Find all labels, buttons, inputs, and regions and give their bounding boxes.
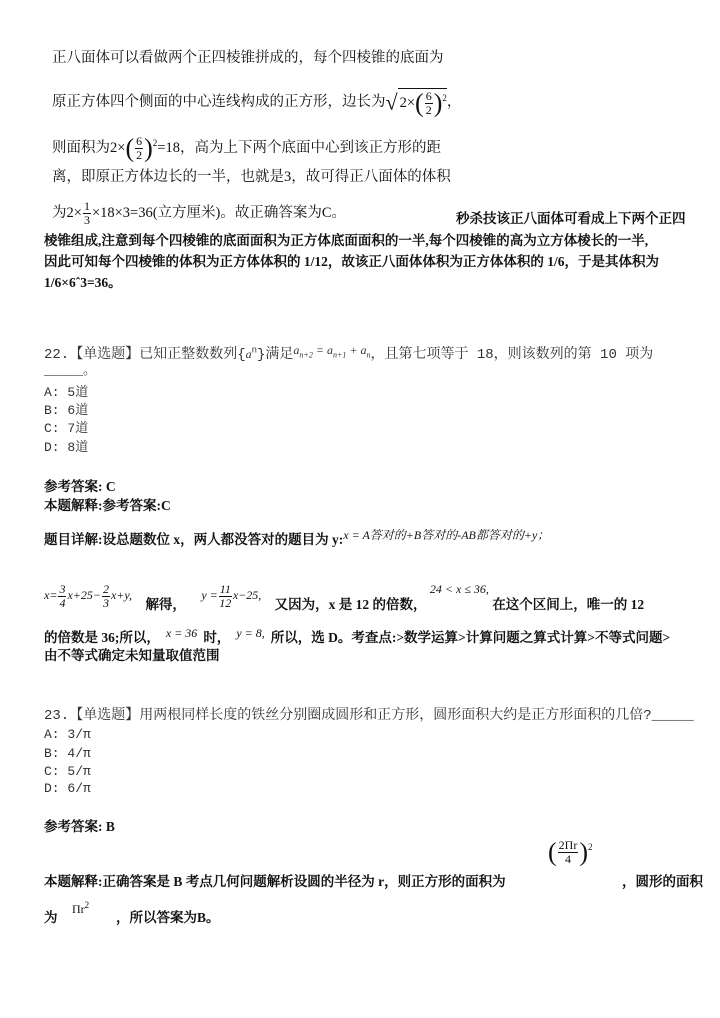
reference-answer: 参考答案: C: [44, 479, 116, 494]
range-formula: 24 < x ≤ 36,: [429, 582, 489, 596]
formula: y = 8,: [236, 626, 265, 640]
den: 2: [425, 103, 432, 117]
text: 原正方体四个侧面的中心连线构成的正方形，边长为: [52, 93, 386, 110]
question-23-stem: 23.【单选题】用两根同样长度的铁丝分别圈成圆形和正方形，圆形面积大约是正方形面积的几倍?_____: [44, 708, 694, 724]
text: }满足: [257, 347, 294, 363]
formula: x = 36: [165, 626, 198, 640]
text: ，且第七项等于 18，则该数列的第 10 项为: [370, 347, 654, 363]
detail-line: [44, 572, 644, 622]
trick-line: 1/6×6ˆ3=36。: [44, 275, 122, 290]
equation-1: x= $\frac{3}{4}$ x+25− $\frac{2}{3}$ x+y,: [44, 581, 133, 610]
text: 所以，选 D。考查点:>数学运算>计算问题之算式计算>不等式问题>: [270, 630, 671, 645]
trick-line: 秒杀技该正八面体可看成上下两个正四: [456, 211, 686, 226]
text: 的倍数是 36;所以，: [44, 630, 160, 645]
equation-2: y = $\frac{11}{12}$ x−25,: [201, 581, 262, 610]
text: =18，高为上下两个底面中心到该正方形的距: [157, 139, 441, 156]
text: 时，: [203, 630, 231, 645]
option-a: A: 5道: [44, 385, 89, 400]
math: n: [251, 345, 258, 356]
exp: 2: [84, 900, 90, 910]
trick-line: 棱锥组成,注意到每个四棱锥的底面面积为正方体底面面积的一半,每个四棱锥的高为立方体棱长的一半,: [44, 233, 649, 248]
text: 22.【单选题】已知正整数数列{: [44, 347, 246, 363]
option-c: C: 7道: [44, 421, 89, 436]
explanation-line: 本题解释:正确答案是 B 考点几何问题解析设圆的半径为 r，则正方形的面积为: [44, 874, 506, 889]
option-a: A: 3/π: [44, 727, 91, 742]
solution-line: 离，即原正方体边长的一半，也就是3，故可得正八面体的体积: [52, 169, 451, 185]
explanation-line: ，所以答案为B。: [116, 910, 220, 925]
exp: 2: [588, 842, 593, 852]
sqrt-formula: 2×( $\frac{6}{2}$ )$^2$: [399, 88, 447, 118]
answer-blank: _____。: [44, 363, 97, 378]
num: 6: [425, 89, 432, 103]
option-b: B: 6道: [44, 403, 89, 418]
explanation: 本题解释:参考答案:C: [44, 498, 171, 513]
num: 1: [83, 199, 90, 213]
recurrence-formula: $a_{n+2} = a_{n+1} + a_n$: [293, 343, 371, 360]
coef: 2×: [399, 94, 416, 111]
option-c: C: 5/π: [44, 764, 91, 779]
option-d: D: 6/π: [44, 781, 91, 796]
text: 则面积为: [52, 139, 110, 156]
den: 4: [565, 851, 571, 866]
formula: x = A答对的+B答对的-AB都答对的+y；: [343, 528, 550, 542]
exp: 2: [442, 93, 447, 103]
coef: 2×: [110, 139, 126, 156]
text: 题目详解:设总题数位 x，两人都没答对的题目为 y:: [44, 532, 344, 547]
text: ×18×3=36(立方厘米)。故正确答案为C。: [91, 204, 347, 221]
solution-line: 正八面体可以看做两个正四棱锥拼成的，每个四棱锥的底面为: [52, 50, 444, 66]
solution-line: 则面积为2×( $\frac{6}{2}$ )$^2$=18，高为上下两个底面中心到该正方形的距: [52, 133, 441, 163]
text: 又因为，x 是 12 的倍数，: [274, 597, 427, 612]
option-b: B: 4/π: [44, 746, 91, 761]
question-22-stem: [44, 341, 653, 364]
circle-area-formula: [72, 896, 89, 918]
solution-line: [52, 200, 346, 227]
trick-line: 因此可知每个四棱锥的体积为正方体体积的 1/12，故该正八面体体积为正方体体积的 1/6，于是其体积为: [44, 254, 660, 269]
den: 2: [136, 148, 143, 162]
exp: 2: [152, 138, 158, 148]
den: 3: [83, 213, 90, 227]
explanation-line: 为: [44, 910, 58, 925]
detail-line: 由不等式确定未知量取值范围: [44, 648, 220, 663]
math: a: [245, 347, 252, 361]
detail-line: [44, 526, 549, 549]
option-d: D: 8道: [44, 440, 89, 455]
detail-line: [44, 624, 670, 647]
reference-answer: 参考答案: B: [44, 819, 115, 834]
num: 6: [136, 134, 143, 148]
text: 解得，: [145, 597, 186, 612]
formula: Πr: [72, 902, 85, 916]
explanation-line: ，圆形的面积: [622, 874, 703, 889]
solution-line: 原正方体四个侧面的中心连线构成的正方形，边长为√ 2×( $\frac{6}{2}$ )$^2$，: [52, 88, 462, 118]
num: 2Πr: [558, 837, 578, 852]
text: 在这个区间上，唯一的 12: [492, 597, 645, 612]
text: ，: [446, 93, 462, 110]
square-area-formula: ( $\frac{2\Pi r}{4}$ )$^2$: [548, 837, 593, 867]
text: 为2×: [52, 204, 82, 221]
